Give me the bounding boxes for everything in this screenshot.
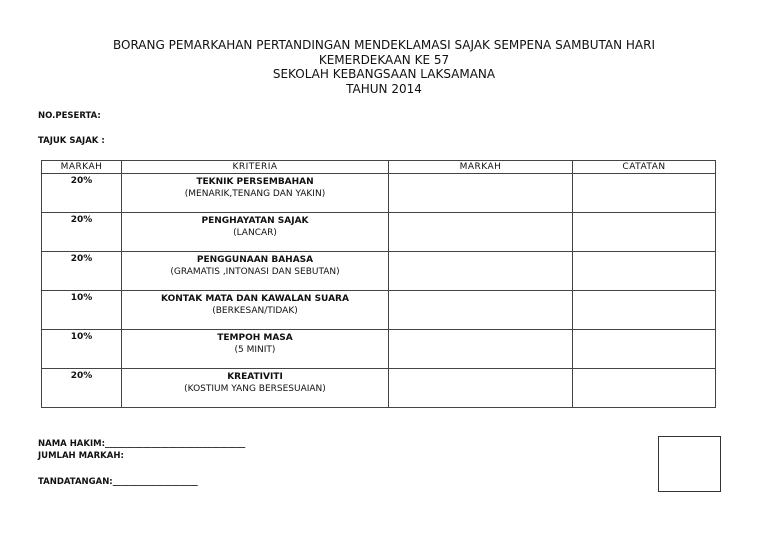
table-row bbox=[42, 252, 716, 291]
notes-cell[interactable] bbox=[573, 369, 716, 408]
header-markah-score: MARKAH bbox=[389, 161, 573, 174]
row-criteria bbox=[122, 369, 389, 408]
table-row bbox=[42, 330, 716, 369]
no-peserta-label: NO.PESERTA: bbox=[38, 111, 101, 121]
title-line-4: TAHUN 2014 bbox=[346, 81, 422, 96]
row-percentage: 20% bbox=[42, 174, 122, 213]
table-row bbox=[42, 291, 716, 330]
scoring-table bbox=[41, 160, 716, 408]
title-line-1: BORANG PEMARKAHAN PERTANDINGAN MENDEKLAMASI SAJAK SEMPENA SAMBUTAN HARI bbox=[112, 38, 656, 52]
jumlah-markah-label: JUMLAH MARKAH: bbox=[38, 451, 124, 461]
score-cell[interactable] bbox=[389, 252, 573, 291]
criteria-title: TEKNIK PERSEMBAHAN bbox=[196, 177, 314, 187]
tajuk-sajak-label: TAJUK SAJAK : bbox=[38, 136, 105, 146]
header-kriteria: KRITERIA bbox=[122, 161, 389, 174]
score-cell[interactable] bbox=[389, 291, 573, 330]
notes-cell[interactable] bbox=[573, 291, 716, 330]
criteria-subtitle: (BERKESAN/TIDAK) bbox=[212, 306, 298, 316]
notes-cell[interactable] bbox=[573, 330, 716, 369]
row-criteria bbox=[122, 330, 389, 369]
criteria-subtitle: (LANCAR) bbox=[233, 228, 277, 238]
score-cell[interactable] bbox=[389, 174, 573, 213]
notes-cell[interactable] bbox=[573, 213, 716, 252]
row-percentage: 10% bbox=[42, 330, 122, 369]
notes-cell[interactable] bbox=[573, 174, 716, 213]
header-markah: MARKAH bbox=[42, 161, 122, 174]
criteria-title: PENGGUNAAN BAHASA bbox=[196, 255, 314, 265]
criteria-title: KONTAK MATA DAN KAWALAN SUARA bbox=[161, 294, 349, 304]
score-cell[interactable] bbox=[389, 213, 573, 252]
form-title bbox=[0, 38, 768, 96]
criteria-subtitle: (KOSTIUM YANG BERSESUAIAN) bbox=[184, 384, 326, 394]
title-line-2: KEMERDEKAAN KE 57 bbox=[318, 52, 450, 67]
criteria-title: KREATIVITI bbox=[227, 372, 283, 382]
criteria-title: TEMPOH MASA bbox=[217, 333, 293, 343]
criteria-subtitle: (MENARIK,TENANG DAN YAKIN) bbox=[184, 189, 326, 199]
notes-cell[interactable] bbox=[573, 252, 716, 291]
table-row bbox=[42, 369, 716, 408]
total-score-box[interactable] bbox=[658, 436, 721, 492]
tandatangan-label: TANDATANGAN:____________________ bbox=[38, 477, 198, 487]
title-line-3: SEKOLAH KEBANGSAAN LAKSAMANA bbox=[272, 67, 496, 81]
row-criteria bbox=[122, 213, 389, 252]
table-row bbox=[42, 174, 716, 213]
nama-hakim-label: NAMA HAKIM:_________________________________ bbox=[38, 439, 246, 449]
table-row bbox=[42, 213, 716, 252]
score-cell[interactable] bbox=[389, 369, 573, 408]
criteria-subtitle: (5 MINIT) bbox=[234, 345, 276, 355]
header-catatan: CATATAN bbox=[573, 161, 716, 174]
row-criteria bbox=[122, 252, 389, 291]
row-criteria bbox=[122, 174, 389, 213]
criteria-subtitle: (GRAMATIS ,INTONASI DAN SEBUTAN) bbox=[170, 267, 340, 277]
row-percentage: 20% bbox=[42, 252, 122, 291]
table-header-row bbox=[42, 161, 716, 174]
row-percentage: 10% bbox=[42, 291, 122, 330]
row-percentage: 20% bbox=[42, 213, 122, 252]
score-cell[interactable] bbox=[389, 330, 573, 369]
row-criteria bbox=[122, 291, 389, 330]
row-percentage: 20% bbox=[42, 369, 122, 408]
criteria-title: PENGHAYATAN SAJAK bbox=[201, 216, 309, 226]
